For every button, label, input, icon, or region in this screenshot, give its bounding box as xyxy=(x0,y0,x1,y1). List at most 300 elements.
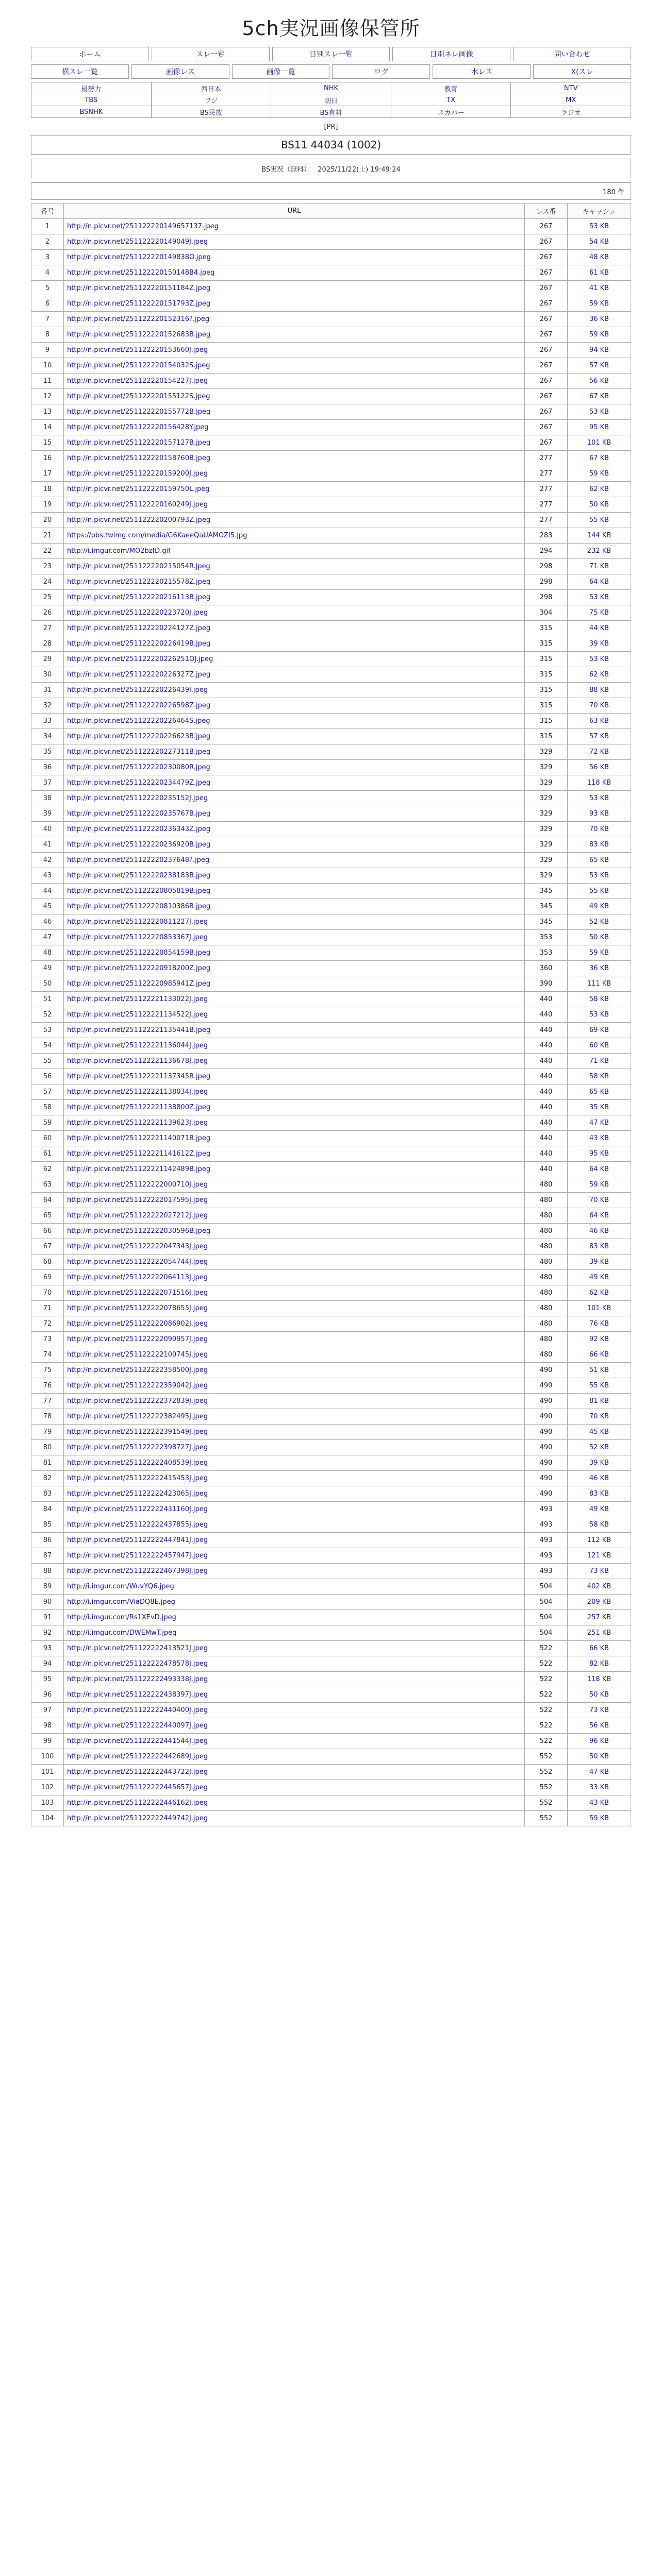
row-res-number[interactable]: 267 xyxy=(525,265,568,281)
channel-item[interactable]: スカパー xyxy=(391,106,511,118)
image-url-link[interactable]: http://n.picvr.net/251122222391549J.jpeg xyxy=(67,1428,208,1436)
row-cache-link[interactable]: 49 KB xyxy=(568,1502,631,1517)
image-url-link[interactable]: http://n.picvr.net/251122222078655J.jpeg xyxy=(67,1304,208,1312)
row-cache-link[interactable]: 66 KB xyxy=(568,1347,631,1363)
image-url-link[interactable]: http://n.picvr.net/251122220154032S.jpeg xyxy=(67,362,210,369)
row-cache-link[interactable]: 50 KB xyxy=(568,1749,631,1765)
row-cache-link[interactable]: 67 KB xyxy=(568,451,631,466)
row-cache-link[interactable]: 48 KB xyxy=(568,250,631,265)
row-cache-link[interactable]: 76 KB xyxy=(568,1316,631,1332)
row-cache-link[interactable]: 75 KB xyxy=(568,605,631,621)
row-res-number[interactable]: 480 xyxy=(525,1224,568,1239)
image-url-link[interactable]: http://n.picvr.net/251122222027212J.jpeg xyxy=(67,1212,208,1219)
channel-item[interactable]: 最勢力 xyxy=(31,82,152,94)
row-cache-link[interactable]: 70 KB xyxy=(568,1193,631,1208)
row-cache-link[interactable]: 53 KB xyxy=(568,652,631,667)
image-url-link[interactable]: http://n.picvr.net/251122220810386B.jpeg xyxy=(67,903,211,910)
row-res-number[interactable]: 277 xyxy=(525,451,568,466)
row-res-number[interactable]: 298 xyxy=(525,590,568,605)
image-url-link[interactable]: http://n.picvr.net/251122220215578Z.jpeg xyxy=(67,578,211,586)
channel-item[interactable]: NHK xyxy=(271,82,391,94)
row-cache-link[interactable]: 36 KB xyxy=(568,312,631,327)
row-cache-link[interactable]: 56 KB xyxy=(568,374,631,389)
image-url-link[interactable]: http://n.picvr.net/251122222467398J.jpeg xyxy=(67,1567,208,1575)
image-url-link[interactable]: http://n.picvr.net/251122220854159B.jpeg xyxy=(67,949,211,957)
row-cache-link[interactable]: 33 KB xyxy=(568,1780,631,1795)
row-res-number[interactable]: 329 xyxy=(525,775,568,791)
image-url-link[interactable]: https://pbs.twimg.com/media/G6KaeeQaUAMOZI5.jpg xyxy=(67,532,247,539)
row-res-number[interactable]: 345 xyxy=(525,884,568,899)
image-url-link[interactable]: http://n.picvr.net/251122221133022J.jpeg xyxy=(67,995,208,1003)
row-cache-link[interactable]: 59 KB xyxy=(568,1811,631,1826)
row-res-number[interactable]: 480 xyxy=(525,1316,568,1332)
channel-item[interactable]: 教育 xyxy=(391,82,511,94)
image-url-link[interactable]: http://i.imgur.com/MO2bzfD.gif xyxy=(67,547,171,555)
board-label[interactable]: BS実況（無料） xyxy=(261,165,311,174)
row-res-number[interactable]: 267 xyxy=(525,234,568,250)
row-res-number[interactable]: 304 xyxy=(525,605,568,621)
row-res-number[interactable]: 552 xyxy=(525,1765,568,1780)
image-url-link[interactable]: http://n.picvr.net/251122220155772B.jpeg xyxy=(67,408,211,416)
image-url-link[interactable]: http://n.picvr.net/251122220223720J.jpeg xyxy=(67,609,208,617)
row-cache-link[interactable]: 63 KB xyxy=(568,714,631,729)
row-res-number[interactable]: 267 xyxy=(525,312,568,327)
image-url-link[interactable]: http://n.picvr.net/251122222071516J.jpeg xyxy=(67,1289,208,1297)
row-cache-link[interactable]: 69 KB xyxy=(568,1023,631,1038)
row-cache-link[interactable]: 118 KB xyxy=(568,1672,631,1687)
row-res-number[interactable]: 267 xyxy=(525,343,568,358)
image-url-link[interactable]: http://n.picvr.net/251122222415453J.jpeg xyxy=(67,1475,208,1482)
nav-row2-item-4[interactable]: ログ xyxy=(332,64,430,79)
row-cache-link[interactable]: 101 KB xyxy=(568,1301,631,1316)
row-res-number[interactable]: 504 xyxy=(525,1610,568,1625)
row-res-number[interactable]: 490 xyxy=(525,1425,568,1440)
row-cache-link[interactable]: 70 KB xyxy=(568,822,631,837)
row-res-number[interactable]: 329 xyxy=(525,868,568,884)
row-res-number[interactable]: 480 xyxy=(525,1239,568,1255)
row-cache-link[interactable]: 402 KB xyxy=(568,1579,631,1595)
image-url-link[interactable]: http://n.picvr.net/251122220238183B.jpeg xyxy=(67,872,211,879)
row-cache-link[interactable]: 209 KB xyxy=(568,1595,631,1610)
row-res-number[interactable]: 277 xyxy=(525,497,568,513)
row-cache-link[interactable]: 93 KB xyxy=(568,806,631,822)
row-res-number[interactable]: 490 xyxy=(525,1378,568,1394)
image-url-link[interactable]: http://n.picvr.net/251122220159200J.jpeg xyxy=(67,470,208,478)
row-res-number[interactable]: 267 xyxy=(525,219,568,234)
row-cache-link[interactable]: 70 KB xyxy=(568,698,631,714)
row-res-number[interactable]: 267 xyxy=(525,358,568,374)
row-res-number[interactable]: 267 xyxy=(525,404,568,420)
row-cache-link[interactable]: 45 KB xyxy=(568,1425,631,1440)
row-cache-link[interactable]: 61 KB xyxy=(568,265,631,281)
row-cache-link[interactable]: 53 KB xyxy=(568,219,631,234)
row-cache-link[interactable]: 64 KB xyxy=(568,1208,631,1224)
row-res-number[interactable]: 329 xyxy=(525,853,568,868)
image-url-link[interactable]: http://n.picvr.net/251122222359042J.jpeg xyxy=(67,1382,208,1389)
image-url-link[interactable]: http://n.picvr.net/251122220156428Y.jpeg xyxy=(67,423,209,431)
image-url-link[interactable]: http://n.picvr.net/251122220236343Z.jpeg xyxy=(67,825,211,833)
row-res-number[interactable]: 283 xyxy=(525,528,568,544)
image-url-link[interactable]: http://n.picvr.net/251122221136044J.jpeg xyxy=(67,1042,208,1049)
row-cache-link[interactable]: 83 KB xyxy=(568,1486,631,1502)
row-res-number[interactable]: 315 xyxy=(525,667,568,683)
row-res-number[interactable]: 493 xyxy=(525,1564,568,1579)
row-res-number[interactable]: 480 xyxy=(525,1177,568,1193)
image-url-link[interactable]: http://n.picvr.net/251122222086902J.jpeg xyxy=(67,1320,208,1328)
row-res-number[interactable]: 493 xyxy=(525,1502,568,1517)
image-url-link[interactable]: http://n.picvr.net/251122222445657J.jpeg xyxy=(67,1784,208,1791)
row-res-number[interactable]: 493 xyxy=(525,1533,568,1548)
row-cache-link[interactable]: 95 KB xyxy=(568,1146,631,1162)
row-cache-link[interactable]: 57 KB xyxy=(568,358,631,374)
row-res-number[interactable]: 522 xyxy=(525,1703,568,1718)
image-url-link[interactable]: http://n.picvr.net/251122222358500J.jpeg xyxy=(67,1366,208,1374)
row-cache-link[interactable]: 59 KB xyxy=(568,1177,631,1193)
image-url-link[interactable]: http://n.picvr.net/251122221137345B.jpeg xyxy=(67,1073,211,1080)
row-res-number[interactable]: 440 xyxy=(525,1023,568,1038)
image-url-link[interactable]: http://n.picvr.net/251122220235767B.jpeg xyxy=(67,810,211,818)
row-res-number[interactable]: 315 xyxy=(525,714,568,729)
image-url-link[interactable]: http://n.picvr.net/251122222440097J.jpeg xyxy=(67,1722,208,1730)
row-cache-link[interactable]: 73 KB xyxy=(568,1564,631,1579)
row-res-number[interactable]: 480 xyxy=(525,1208,568,1224)
row-res-number[interactable]: 390 xyxy=(525,976,568,992)
image-url-link[interactable]: http://n.picvr.net/251122221140071B.jpeg xyxy=(67,1134,211,1142)
row-res-number[interactable]: 480 xyxy=(525,1332,568,1347)
row-res-number[interactable]: 522 xyxy=(525,1687,568,1703)
image-url-link[interactable]: http://n.picvr.net/251122222372839J.jpeg xyxy=(67,1397,208,1405)
image-url-link[interactable]: http://n.picvr.net/251122222382495J.jpeg xyxy=(67,1413,208,1420)
image-url-link[interactable]: http://n.picvr.net/251122221138800Z.jpeg xyxy=(67,1104,211,1111)
image-url-link[interactable]: http://n.picvr.net/251122220149838O.jpeg xyxy=(67,253,211,261)
row-res-number[interactable]: 329 xyxy=(525,791,568,806)
row-res-number[interactable]: 353 xyxy=(525,945,568,961)
image-url-link[interactable]: http://n.picvr.net/251122222446162J.jpeg xyxy=(67,1799,208,1807)
row-cache-link[interactable]: 64 KB xyxy=(568,1162,631,1177)
image-url-link[interactable]: http://n.picvr.net/251122220235152J.jpeg xyxy=(67,794,208,802)
row-res-number[interactable]: 440 xyxy=(525,1146,568,1162)
image-url-link[interactable]: http://n.picvr.net/251122220216113B.jpeg xyxy=(67,594,211,601)
image-url-link[interactable]: http://i.imgur.com/ViaDQ8E.jpeg xyxy=(67,1598,175,1606)
row-res-number[interactable]: 552 xyxy=(525,1780,568,1795)
row-res-number[interactable]: 440 xyxy=(525,1038,568,1054)
channel-item[interactable]: TX xyxy=(391,94,511,106)
channel-item[interactable]: フジ xyxy=(152,94,272,106)
row-cache-link[interactable]: 53 KB xyxy=(568,590,631,605)
row-cache-link[interactable]: 55 KB xyxy=(568,513,631,528)
image-url-link[interactable]: http://n.picvr.net/251122222408539J.jpeg xyxy=(67,1459,208,1467)
nav-row2-item-1[interactable]: 横スレ一覧 xyxy=(31,64,129,79)
row-res-number[interactable]: 315 xyxy=(525,698,568,714)
row-res-number[interactable]: 315 xyxy=(525,636,568,652)
row-cache-link[interactable]: 62 KB xyxy=(568,482,631,497)
row-res-number[interactable]: 345 xyxy=(525,899,568,914)
row-res-number[interactable]: 440 xyxy=(525,992,568,1007)
image-url-link[interactable]: http://n.picvr.net/251122220159750L.jpeg xyxy=(67,485,210,493)
row-res-number[interactable]: 490 xyxy=(525,1363,568,1378)
image-url-link[interactable]: http://n.picvr.net/251122222054744J.jpeg xyxy=(67,1258,208,1266)
row-res-number[interactable]: 267 xyxy=(525,435,568,451)
row-res-number[interactable]: 440 xyxy=(525,1115,568,1131)
image-url-link[interactable]: http://n.picvr.net/251122220152683B.jpeg xyxy=(67,331,211,338)
image-url-link[interactable]: http://n.picvr.net/251122220226327Z.jpeg xyxy=(67,671,211,679)
row-cache-link[interactable]: 39 KB xyxy=(568,1255,631,1270)
row-cache-link[interactable]: 232 KB xyxy=(568,544,631,559)
image-url-link[interactable]: http://n.picvr.net/251122220149049J.jpeg xyxy=(67,238,208,246)
row-res-number[interactable]: 315 xyxy=(525,683,568,698)
row-cache-link[interactable]: 53 KB xyxy=(568,1007,631,1023)
row-cache-link[interactable]: 73 KB xyxy=(568,1703,631,1718)
row-cache-link[interactable]: 101 KB xyxy=(568,435,631,451)
image-url-link[interactable]: http://n.picvr.net/251122220985941Z.jpeg xyxy=(67,980,211,988)
image-url-link[interactable]: http://n.picvr.net/251122220226623B.jpeg xyxy=(67,733,211,740)
channel-item[interactable]: MX xyxy=(511,94,631,106)
row-res-number[interactable]: 480 xyxy=(525,1301,568,1316)
row-cache-link[interactable]: 121 KB xyxy=(568,1548,631,1564)
channel-item[interactable]: NTV xyxy=(511,82,631,94)
row-res-number[interactable]: 267 xyxy=(525,327,568,343)
row-res-number[interactable]: 294 xyxy=(525,544,568,559)
image-url-link[interactable]: http://n.picvr.net/251122222478578J.jpeg xyxy=(67,1660,208,1668)
row-cache-link[interactable]: 92 KB xyxy=(568,1332,631,1347)
image-url-link[interactable]: http://n.picvr.net/251122220153660J.jpeg xyxy=(67,346,208,354)
image-url-link[interactable]: http://n.picvr.net/251122220158760B.jpeg xyxy=(67,454,211,462)
row-res-number[interactable]: 490 xyxy=(525,1455,568,1471)
row-cache-link[interactable]: 70 KB xyxy=(568,1409,631,1425)
image-url-link[interactable]: http://n.picvr.net/251122220234479Z.jpeg xyxy=(67,779,211,787)
row-res-number[interactable]: 490 xyxy=(525,1471,568,1486)
row-res-number[interactable]: 267 xyxy=(525,389,568,404)
nav-row2-item-5[interactable]: 水レス xyxy=(433,64,531,79)
row-res-number[interactable]: 522 xyxy=(525,1656,568,1672)
image-url-link[interactable]: http://n.picvr.net/251122222398727J.jpeg xyxy=(67,1444,208,1451)
row-res-number[interactable]: 440 xyxy=(525,1007,568,1023)
row-res-number[interactable]: 490 xyxy=(525,1486,568,1502)
row-res-number[interactable]: 480 xyxy=(525,1347,568,1363)
row-cache-link[interactable]: 59 KB xyxy=(568,945,631,961)
nav-row2-item-3[interactable]: 画像一覧 xyxy=(232,64,330,79)
row-res-number[interactable]: 267 xyxy=(525,250,568,265)
row-res-number[interactable]: 440 xyxy=(525,1162,568,1177)
image-url-link[interactable]: http://n.picvr.net/251122222449742J.jpeg xyxy=(67,1815,208,1822)
channel-item[interactable]: ラジオ xyxy=(511,106,631,118)
image-url-link[interactable]: http://n.picvr.net/251122220200793Z.jpeg xyxy=(67,516,211,524)
image-url-link[interactable]: http://n.picvr.net/251122222440400J.jpeg xyxy=(67,1706,208,1714)
row-res-number[interactable]: 329 xyxy=(525,806,568,822)
row-cache-link[interactable]: 52 KB xyxy=(568,914,631,930)
image-url-link[interactable]: http://i.imgur.com/WuvYQ6.jpeg xyxy=(67,1583,174,1590)
row-cache-link[interactable]: 39 KB xyxy=(568,636,631,652)
row-cache-link[interactable]: 56 KB xyxy=(568,760,631,775)
image-url-link[interactable]: http://n.picvr.net/251122222493338J.jpeg xyxy=(67,1675,208,1683)
row-cache-link[interactable]: 44 KB xyxy=(568,621,631,636)
row-cache-link[interactable]: 96 KB xyxy=(568,1734,631,1749)
channel-item[interactable]: BS有料 xyxy=(271,106,391,118)
channel-item[interactable]: BSNHK xyxy=(31,106,152,118)
row-cache-link[interactable]: 46 KB xyxy=(568,1471,631,1486)
row-res-number[interactable]: 329 xyxy=(525,822,568,837)
row-cache-link[interactable]: 43 KB xyxy=(568,1795,631,1811)
row-cache-link[interactable]: 112 KB xyxy=(568,1533,631,1548)
row-cache-link[interactable]: 65 KB xyxy=(568,1084,631,1100)
row-cache-link[interactable]: 50 KB xyxy=(568,497,631,513)
row-cache-link[interactable]: 55 KB xyxy=(568,1378,631,1394)
image-url-link[interactable]: http://n.picvr.net/251122220918200Z.jpeg xyxy=(67,964,211,972)
row-cache-link[interactable]: 257 KB xyxy=(568,1610,631,1625)
image-url-link[interactable]: http://n.picvr.net/251122220853367J.jpeg xyxy=(67,934,208,941)
row-res-number[interactable]: 504 xyxy=(525,1625,568,1641)
row-cache-link[interactable]: 59 KB xyxy=(568,327,631,343)
row-res-number[interactable]: 552 xyxy=(525,1749,568,1765)
image-url-link[interactable]: http://n.picvr.net/251122222047343J.jpeg xyxy=(67,1243,208,1250)
row-cache-link[interactable]: 60 KB xyxy=(568,1038,631,1054)
row-cache-link[interactable]: 49 KB xyxy=(568,899,631,914)
image-url-link[interactable]: http://n.picvr.net/251122220157127B.jpeg xyxy=(67,439,211,447)
row-cache-link[interactable]: 36 KB xyxy=(568,961,631,976)
row-cache-link[interactable]: 56 KB xyxy=(568,1718,631,1734)
image-url-link[interactable]: http://n.picvr.net/251122222423065J.jpeg xyxy=(67,1490,208,1498)
row-cache-link[interactable]: 144 KB xyxy=(568,528,631,544)
row-cache-link[interactable]: 66 KB xyxy=(568,1641,631,1656)
row-cache-link[interactable]: 43 KB xyxy=(568,1131,631,1146)
row-cache-link[interactable]: 83 KB xyxy=(568,1239,631,1255)
image-url-link[interactable]: http://n.picvr.net/251122222100745J.jpeg xyxy=(67,1351,208,1359)
row-cache-link[interactable]: 71 KB xyxy=(568,1054,631,1069)
row-res-number[interactable]: 490 xyxy=(525,1409,568,1425)
image-url-link[interactable]: http://n.picvr.net/251122220811227J.jpeg xyxy=(67,918,208,926)
image-url-link[interactable]: http://n.picvr.net/251122220227311B.jpeg xyxy=(67,748,211,756)
image-url-link[interactable]: http://i.imgur.com/DWEMwT.jpeg xyxy=(67,1629,177,1637)
image-url-link[interactable]: http://n.picvr.net/251122220150148B4.jpeg xyxy=(67,269,215,277)
image-url-link[interactable]: http://n.picvr.net/251122222030596B.jpeg xyxy=(67,1227,211,1235)
image-url-link[interactable]: http://n.picvr.net/251122222000710J.jpeg xyxy=(67,1181,208,1189)
image-url-link[interactable]: http://n.picvr.net/251122220155122S.jpeg xyxy=(67,393,210,400)
image-url-link[interactable]: http://n.picvr.net/251122220154227J.jpeg xyxy=(67,377,208,385)
image-url-link[interactable]: http://n.picvr.net/251122222437855J.jpeg xyxy=(67,1521,208,1529)
nav-home[interactable]: ホーム xyxy=(31,47,149,61)
image-url-link[interactable]: http://n.picvr.net/251122220226439I.jpeg xyxy=(67,686,208,694)
image-url-link[interactable]: http://n.picvr.net/251122221134522J.jpeg xyxy=(67,1011,208,1019)
row-res-number[interactable]: 353 xyxy=(525,930,568,945)
image-url-link[interactable]: http://n.picvr.net/251122221141612Z.jpeg xyxy=(67,1150,211,1158)
nav-row2-item-6[interactable]: X(スレ xyxy=(533,64,631,79)
row-res-number[interactable]: 267 xyxy=(525,420,568,435)
row-res-number[interactable]: 298 xyxy=(525,574,568,590)
row-res-number[interactable]: 504 xyxy=(525,1579,568,1595)
row-res-number[interactable]: 440 xyxy=(525,1084,568,1100)
row-res-number[interactable]: 298 xyxy=(525,559,568,574)
row-cache-link[interactable]: 47 KB xyxy=(568,1765,631,1780)
row-cache-link[interactable]: 67 KB xyxy=(568,389,631,404)
row-cache-link[interactable]: 118 KB xyxy=(568,775,631,791)
image-url-link[interactable]: http://n.picvr.net/251122220151184Z.jpeg xyxy=(67,284,211,292)
row-cache-link[interactable]: 58 KB xyxy=(568,992,631,1007)
row-cache-link[interactable]: 46 KB xyxy=(568,1224,631,1239)
row-cache-link[interactable]: 51 KB xyxy=(568,1363,631,1378)
row-cache-link[interactable]: 62 KB xyxy=(568,1285,631,1301)
row-res-number[interactable]: 277 xyxy=(525,482,568,497)
nav-daily-images[interactable]: 日別ネレ画像 xyxy=(392,47,510,61)
row-res-number[interactable]: 522 xyxy=(525,1672,568,1687)
row-res-number[interactable]: 267 xyxy=(525,374,568,389)
row-cache-link[interactable]: 62 KB xyxy=(568,667,631,683)
row-cache-link[interactable]: 59 KB xyxy=(568,466,631,482)
image-url-link[interactable]: http://n.picvr.net/251122220152316?.jpeg xyxy=(67,315,210,323)
image-url-link[interactable]: http://i.imgur.com/Rs1XEvD.jpeg xyxy=(67,1614,176,1621)
row-cache-link[interactable]: 88 KB xyxy=(568,683,631,698)
nav-row2-item-2[interactable]: 画像レス xyxy=(131,64,229,79)
row-res-number[interactable]: 490 xyxy=(525,1440,568,1455)
row-res-number[interactable]: 504 xyxy=(525,1595,568,1610)
row-res-number[interactable]: 480 xyxy=(525,1270,568,1285)
row-cache-link[interactable]: 71 KB xyxy=(568,559,631,574)
image-url-link[interactable]: http://n.picvr.net/251122221142489B.jpeg xyxy=(67,1165,211,1173)
row-cache-link[interactable]: 72 KB xyxy=(568,744,631,760)
image-url-link[interactable]: http://n.picvr.net/251122220226598Z.jpeg xyxy=(67,702,211,709)
row-res-number[interactable]: 493 xyxy=(525,1548,568,1564)
channel-item[interactable]: 朝日 xyxy=(271,94,391,106)
row-cache-link[interactable]: 111 KB xyxy=(568,976,631,992)
row-cache-link[interactable]: 64 KB xyxy=(568,574,631,590)
row-cache-link[interactable]: 50 KB xyxy=(568,930,631,945)
row-res-number[interactable]: 480 xyxy=(525,1255,568,1270)
row-res-number[interactable]: 552 xyxy=(525,1795,568,1811)
row-cache-link[interactable]: 58 KB xyxy=(568,1069,631,1084)
row-res-number[interactable]: 315 xyxy=(525,621,568,636)
row-res-number[interactable]: 440 xyxy=(525,1131,568,1146)
row-cache-link[interactable]: 52 KB xyxy=(568,1440,631,1455)
image-url-link[interactable]: http://n.picvr.net/251122222443722J.jpeg xyxy=(67,1768,208,1776)
image-url-link[interactable]: http://n.picvr.net/251122222017595J.jpeg xyxy=(67,1196,208,1204)
row-cache-link[interactable]: 251 KB xyxy=(568,1625,631,1641)
row-cache-link[interactable]: 81 KB xyxy=(568,1394,631,1409)
row-res-number[interactable]: 480 xyxy=(525,1285,568,1301)
row-cache-link[interactable]: 57 KB xyxy=(568,729,631,744)
image-url-link[interactable]: http://n.picvr.net/251122222090957J.jpeg xyxy=(67,1335,208,1343)
row-cache-link[interactable]: 65 KB xyxy=(568,853,631,868)
image-url-link[interactable]: http://n.picvr.net/251122222431160J.jpeg xyxy=(67,1505,208,1513)
row-res-number[interactable]: 522 xyxy=(525,1641,568,1656)
row-res-number[interactable]: 329 xyxy=(525,837,568,853)
image-url-link[interactable]: http://n.picvr.net/251122220805819B.jpeg xyxy=(67,887,211,895)
row-cache-link[interactable]: 50 KB xyxy=(568,1687,631,1703)
image-url-link[interactable]: http://n.picvr.net/251122220226419B.jpeg xyxy=(67,640,211,648)
image-url-link[interactable]: http://n.picvr.net/251122221136678J.jpeg xyxy=(67,1057,208,1065)
image-url-link[interactable]: http://n.picvr.net/251122222447841J.jpeg xyxy=(67,1536,208,1544)
nav-thread-list[interactable]: スレ一覧 xyxy=(152,47,270,61)
image-url-link[interactable]: http://n.picvr.net/251122220215054R.jpeg xyxy=(67,563,210,570)
image-url-link[interactable]: http://n.picvr.net/251122220149657137.jpeg xyxy=(67,223,219,230)
row-res-number[interactable]: 267 xyxy=(525,296,568,312)
nav-contact[interactable]: 問い合わせ xyxy=(513,47,631,61)
row-cache-link[interactable]: 53 KB xyxy=(568,404,631,420)
row-res-number[interactable]: 277 xyxy=(525,466,568,482)
row-cache-link[interactable]: 55 KB xyxy=(568,884,631,899)
row-cache-link[interactable]: 49 KB xyxy=(568,1270,631,1285)
row-res-number[interactable]: 315 xyxy=(525,729,568,744)
image-url-link[interactable]: http://n.picvr.net/251122220237648?.jpeg xyxy=(67,856,210,864)
image-url-link[interactable]: http://n.picvr.net/251122221135441B.jpeg xyxy=(67,1026,211,1034)
image-url-link[interactable]: http://n.picvr.net/251122220226251OJ.jpeg xyxy=(67,655,213,663)
row-res-number[interactable]: 360 xyxy=(525,961,568,976)
row-res-number[interactable]: 277 xyxy=(525,513,568,528)
row-cache-link[interactable]: 95 KB xyxy=(568,420,631,435)
row-cache-link[interactable]: 83 KB xyxy=(568,837,631,853)
row-res-number[interactable]: 490 xyxy=(525,1394,568,1409)
nav-daily-thread-list[interactable]: 日別スレ一覧 xyxy=(272,47,390,61)
row-res-number[interactable]: 329 xyxy=(525,760,568,775)
row-cache-link[interactable]: 53 KB xyxy=(568,791,631,806)
